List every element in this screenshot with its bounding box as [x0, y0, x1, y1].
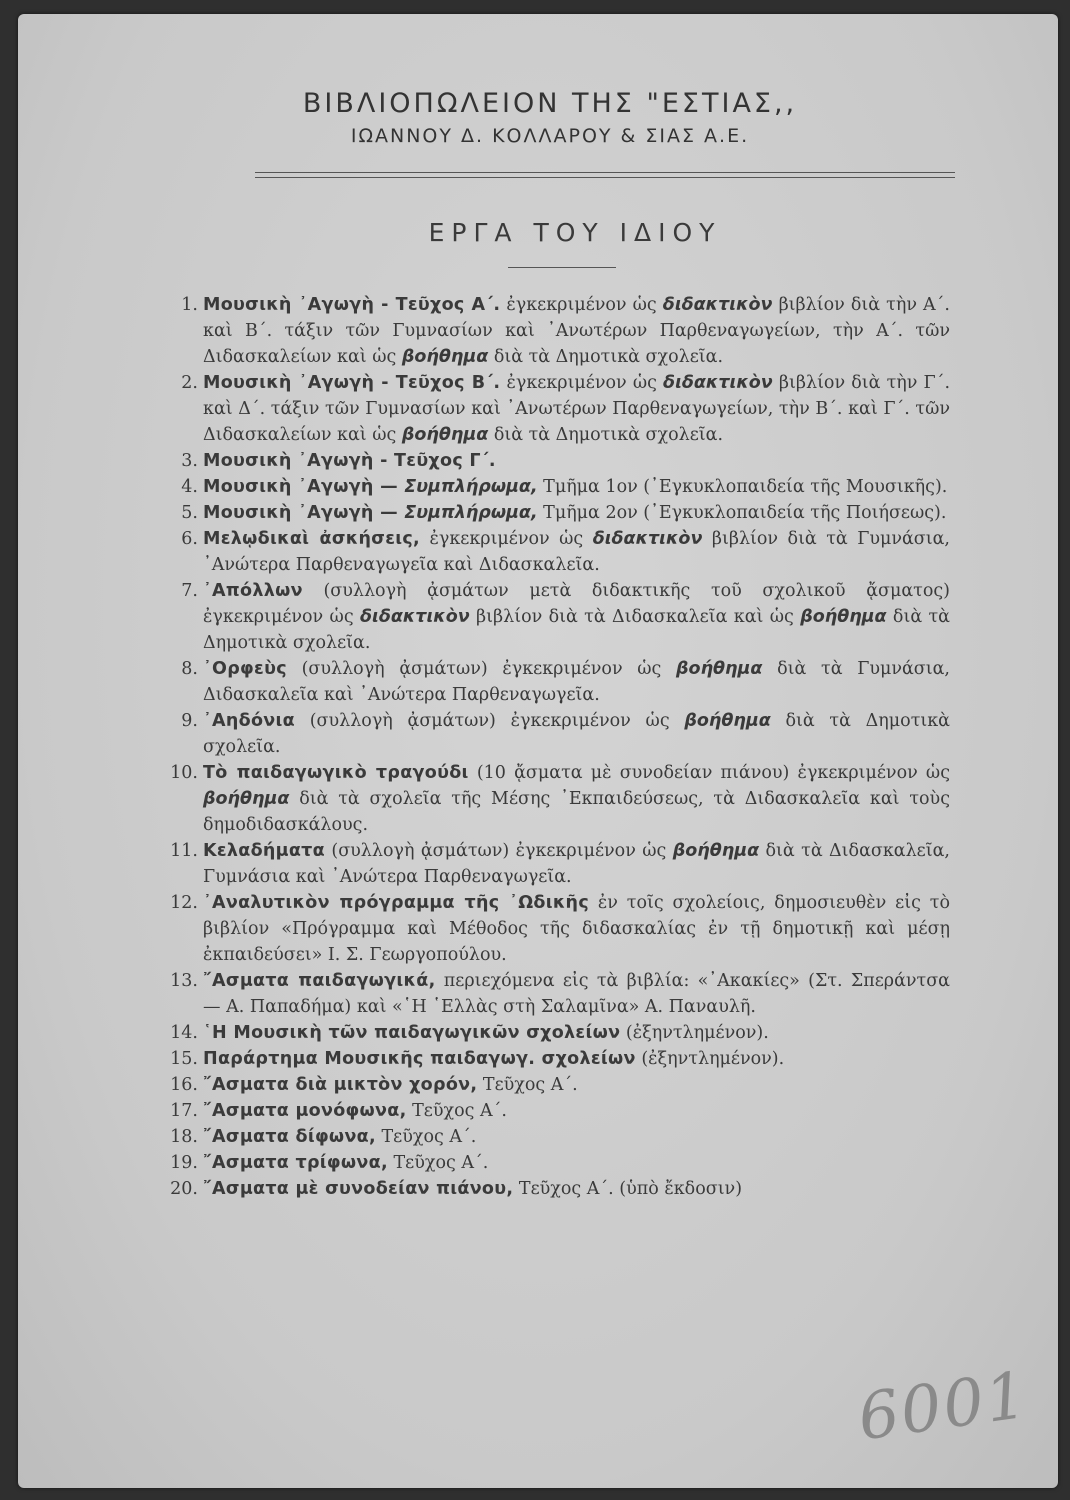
- publisher-header: [0, 88, 1070, 147]
- work-text: βιβλίον διὰ τὴν Α΄. καὶ Β΄. τάξιν τῶν Γυμνασίων καὶ ᾿Ανωτέρων Παρθεναγωγείων, τὴν Α΄. τῶν Διδασκαλείων καὶ ὡς: [203, 295, 950, 367]
- work-text: ἐγκεκριμένον ὡς: [500, 373, 664, 393]
- work-emphasis: βοήθημα: [672, 841, 760, 861]
- work-number: 13.: [170, 971, 198, 991]
- work-number: 12.: [170, 893, 198, 913]
- work-text: Τεῦχος Α΄.: [406, 1101, 507, 1121]
- work-emphasis: βοήθημα: [401, 425, 489, 445]
- work-text: Τμῆμα 2ον (᾿Εγκυκλοπαιδεία τῆς Ποιήσεως).: [537, 503, 947, 523]
- work-text: διὰ τὰ Δημοτικὰ σχολεῖα.: [203, 711, 950, 757]
- work-number: 2.: [181, 373, 198, 393]
- work-title: ᾿Αηδόνια: [203, 711, 295, 731]
- work-text: διὰ τὰ Γυμνάσια, Διδασκαλεῖα καὶ ᾿Ανώτερα Παρθεναγωγεῖα.: [203, 659, 950, 705]
- work-number: 9.: [181, 711, 198, 731]
- work-text: ἐν τοῖς σχολείοις, δημοσιευθὲν εἰς τὸ βιβλίον «Πρόγραμμα καὶ Μέθοδος τῆς διδασκαλίας ἐν τῇ δημοτικῇ καὶ μέσῃ ἐκπαιδεύσει» Ι. Σ. Γεωργοπούλου.: [203, 893, 951, 965]
- work-item: [160, 708, 950, 760]
- work-text: Τεῦχος Α΄. (ὑπὸ ἔκδοσιν): [513, 1179, 743, 1199]
- header-rule-bottom: [255, 177, 955, 178]
- work-item: [160, 474, 950, 500]
- work-emphasis: διδακτικὸν: [359, 607, 470, 627]
- work-title: ᾿Απόλλων: [203, 581, 303, 601]
- work-title: Παράρτημα Μουσικῆς παιδαγωγ. σχολείων: [203, 1049, 636, 1069]
- work-item: [160, 1124, 950, 1150]
- work-title: Μουσικὴ ᾿Αγωγὴ - Τεῦχος Α΄.: [203, 295, 501, 315]
- work-text: Τεῦχος Α΄.: [477, 1075, 578, 1095]
- work-text: διὰ τὰ Δημοτικὰ σχολεῖα.: [488, 347, 724, 367]
- work-item: [160, 578, 950, 656]
- work-emphasis: Συμπλήρωμα,: [404, 503, 538, 523]
- work-text: βιβλίον διὰ τὰ Διδασκαλεῖα καὶ ὡς: [469, 607, 801, 627]
- work-text: διὰ τὰ Δημοτικὰ σχολεῖα.: [488, 425, 724, 445]
- work-title: ῎Ασματα παιδαγωγικά,: [203, 971, 436, 991]
- work-text: ἐγκεκριμένον ὡς: [500, 295, 663, 315]
- work-item: [160, 500, 950, 526]
- work-title: ῎Ασματα δίφωνα,: [203, 1127, 376, 1147]
- work-emphasis: Συμπλήρωμα,: [404, 477, 538, 497]
- work-emphasis: βοήθημα: [800, 607, 887, 627]
- work-title: Μουσικὴ ᾿Αγωγὴ —: [203, 477, 405, 497]
- work-title: ῎Ασματα μονόφωνα,: [203, 1101, 407, 1121]
- work-emphasis: βοήθημα: [203, 789, 290, 809]
- work-title: Μουσικὴ ᾿Αγωγὴ - Τεῦχος Γ΄.: [203, 451, 496, 471]
- work-number: 4.: [181, 477, 198, 497]
- work-item: [160, 526, 950, 578]
- work-number: 17.: [170, 1101, 198, 1121]
- section-title: ΕΡΓΑ ΤΟΥ ΙΔΙΟΥ: [428, 218, 722, 247]
- work-number: 19.: [170, 1153, 198, 1173]
- work-title: ᾿Ορφεὺς: [203, 659, 287, 679]
- work-title: ῾Η Μουσικὴ τῶν παιδαγωγικῶν σχολείων: [203, 1023, 621, 1043]
- work-text: βιβλίον διὰ τὰ Γυμνάσια, ᾿Ανώτερα Παρθεναγωγεῖα καὶ Διδασκαλεῖα.: [203, 529, 950, 575]
- work-item: [160, 1020, 950, 1046]
- work-text: (συλλογὴ ᾀσμάτων) ἐγκεκριμένον ὡς: [286, 659, 677, 679]
- work-emphasis: διδακτικὸν: [592, 529, 703, 549]
- work-text: Τμῆμα 1ον (᾿Εγκυκλοπαιδεία τῆς Μουσικῆς).: [537, 477, 948, 497]
- work-number: 18.: [170, 1127, 198, 1147]
- works-list: [160, 292, 950, 1202]
- work-emphasis: βοήθημα: [684, 711, 771, 731]
- work-item: [160, 890, 950, 968]
- work-number: 11.: [170, 841, 198, 861]
- work-number: 8.: [181, 659, 198, 679]
- work-item: [160, 1046, 950, 1072]
- work-number: 14.: [170, 1023, 198, 1043]
- work-text: (10 ᾄσματα μὲ συνοδείαν πιάνου) ἐγκεκριμένον ὡς: [468, 763, 950, 783]
- work-title: Μελῳδικαὶ ἀσκήσεις,: [203, 529, 421, 549]
- work-item: [160, 1176, 950, 1202]
- work-text: (ἐξηντλημένον).: [620, 1023, 769, 1043]
- work-item: [160, 1098, 950, 1124]
- work-number: 1.: [181, 295, 198, 315]
- work-text: διὰ τὰ Δημοτικὰ σχολεῖα.: [203, 607, 951, 653]
- work-title: Κελαδήματα: [203, 841, 325, 861]
- work-number: 7.: [181, 581, 198, 601]
- work-item: [160, 838, 950, 890]
- work-number: 15.: [170, 1049, 198, 1069]
- work-item: [160, 370, 950, 448]
- work-emphasis: βοήθημα: [676, 659, 763, 679]
- work-item: [160, 656, 950, 708]
- title-underline: [508, 267, 616, 268]
- work-item: [160, 1072, 950, 1098]
- work-text: βιβλίον διὰ τὴν Γ΄. καὶ Δ΄. τάξιν τῶν Γυμνασίων καὶ ᾿Ανωτέρων Παρθεναγωγείων, τὴν Β΄. καὶ Γ΄. τῶν Διδασκαλείων καὶ ὡς: [203, 373, 951, 445]
- work-text: διὰ τὰ Διδασκαλεῖα, Γυμνάσια καὶ ᾿Ανώτερα Παρθεναγωγεῖα.: [203, 841, 950, 887]
- work-title: ῎Ασματα διὰ μικτὸν χορόν,: [203, 1075, 478, 1095]
- work-number: 6.: [181, 529, 198, 549]
- work-text: Τεῦχος Α΄.: [375, 1127, 477, 1147]
- work-title: ῎Ασματα τρίφωνα,: [203, 1153, 388, 1173]
- work-title: Τὸ παιδαγωγικὸ τραγούδι: [203, 763, 469, 783]
- work-title: ῎Ασματα μὲ συνοδείαν πιάνου,: [203, 1179, 514, 1199]
- work-text: ἐγκεκριμένον ὡς: [420, 529, 593, 549]
- work-text: (συλλογὴ ᾀσμάτων) ἐγκεκριμένον ὡς: [324, 841, 673, 861]
- work-emphasis: διδακτικὸν: [662, 295, 773, 315]
- work-number: 10.: [170, 763, 198, 783]
- work-text: (συλλογὴ ᾀσμάτων) ἐγκεκριμένον ὡς: [294, 711, 685, 731]
- work-item: [160, 968, 950, 1020]
- work-item: [160, 448, 950, 474]
- work-number: 16.: [170, 1075, 198, 1095]
- publisher-owner: ΙΩΑΝΝΟΥ Δ. ΚΟΛΛΑΡΟΥ & ΣΙΑΣ Α.Ε.: [350, 125, 750, 147]
- work-title: Μουσικὴ ᾿Αγωγὴ - Τεῦχος Β΄.: [203, 373, 501, 393]
- handwritten-note: 6001: [853, 1358, 1034, 1456]
- work-text: Τεῦχος Α΄.: [387, 1153, 489, 1173]
- work-text: (συλλογὴ ᾀσμάτων μετὰ διδακτικῆς τοῦ σχολικοῦ ᾄσματος) ἐγκεκριμένον ὡς: [203, 581, 950, 627]
- work-title: Μουσικὴ ᾿Αγωγὴ —: [203, 503, 405, 523]
- work-number: 3.: [181, 451, 198, 471]
- work-title: ᾿Αναλυτικὸν πρόγραμμα τῆς ᾿Ωδικῆς: [203, 893, 589, 913]
- work-emphasis: βοήθημα: [401, 347, 489, 367]
- work-text: περιεχόμενα εἰς τὰ βιβλία: «᾿Ακακίες» (Στ. Σπεράντσα — Α. Παπαδήμα) καὶ «῾Η ῾Ελλὰς στὴ Σαλαμῖνα» Α. Παναυλῆ.: [203, 971, 950, 1017]
- work-item: [160, 1150, 950, 1176]
- header-rule-top: [255, 172, 955, 173]
- work-number: 5.: [181, 503, 198, 523]
- work-emphasis: διδακτικὸν: [663, 373, 773, 393]
- publisher-name: ΒΙΒΛΙΟΠΩΛΕΙΟΝ ΤΗΣ "ΕΣΤΙΑΣ,,: [302, 88, 798, 119]
- work-text: (ἐξηντλημένον).: [635, 1049, 785, 1069]
- work-item: [160, 292, 950, 370]
- work-item: [160, 760, 950, 838]
- work-number: 20.: [170, 1179, 198, 1199]
- work-text: διὰ τὰ σχολεῖα τῆς Μέσης ᾿Εκπαιδεύσεως, τὰ Διδασκαλεῖα καὶ τοὺς δημοδιδασκάλους.: [203, 789, 950, 835]
